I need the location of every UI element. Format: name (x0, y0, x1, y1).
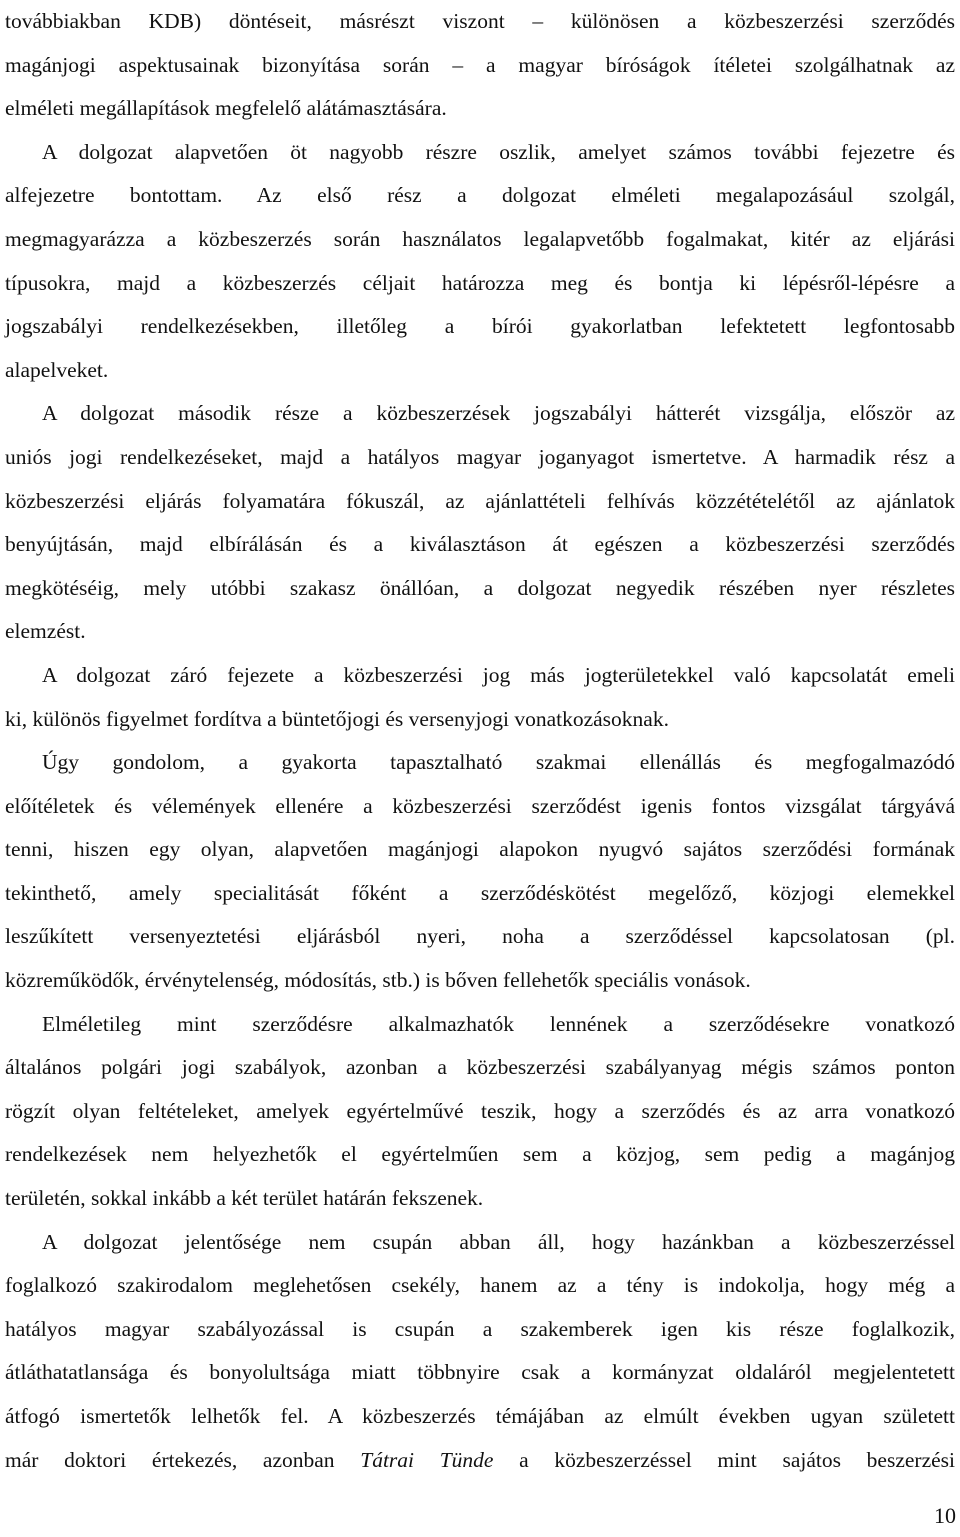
text-line: rögzít olyan feltételeket, amelyek egyértelművé teszik, hogy a szerződés és az arra vonatkozó (5, 1098, 955, 1123)
text-line: területén, sokkal inkább a két terület határán fekszenek. (5, 1186, 484, 1211)
text-line: közbeszerzési eljárás folyamatára fókuszál, az ajánlattételi felhívás közzétételétől az ajánlatok (5, 488, 955, 513)
text-line: A dolgozat záró fejezete a közbeszerzési jog más jogterületekkel való kapcsolatát emeli (42, 662, 955, 687)
text-line: közreműködők, érvénytelenség, módosítás, stb.) is bőven fellehetők speciális vonások. (5, 968, 751, 993)
document-body (5, 0, 955, 1482)
page-number: 10 (934, 1503, 956, 1528)
text-line: alfejezetre bontottam. Az első rész a dolgozat elméleti megalapozásául szolgál, (5, 183, 955, 208)
text-line: típusokra, majd a közbeszerzés céljait határozza meg és bontja ki lépésről-lépésre a (5, 270, 955, 295)
text-line: elméleti megállapítások megfelelő alátámasztására. (5, 96, 447, 121)
text-line: magánjogi aspektusainak bizonyítása során – a magyar bíróságok ítéletei szolgálhatnak az (5, 52, 955, 77)
text-line: foglalkozó szakirodalom meglehetősen csekély, hanem az a tény is indokolja, hogy még a (5, 1273, 955, 1298)
text-line: átfogó ismertetők lelhetők fel. A közbeszerzés témájában az elmúlt években ugyan született (5, 1404, 955, 1428)
text-line: ki, különös figyelmet fordítva a büntetőjogi és versenyjogi vonatkozásoknak. (5, 706, 669, 731)
text-line: hatályos magyar szabályozással is csupán a szakemberek igen kis része foglalkozik, (5, 1316, 955, 1341)
text-line: megmagyarázza a közbeszerzés során használatos legalapvetőbb fogalmakat, kitér az eljárási (5, 226, 955, 251)
text-line: alapelveket. (5, 357, 109, 382)
text-line: A dolgozat második része a közbeszerzések jogszabályi hátterét vizsgálja, először az (42, 401, 955, 426)
text-line: benyújtásán, majd elbírálásán és a kiválasztáson át egészen a közbeszerzési szerződés (5, 532, 955, 557)
text-line: leszűkített versenyeztetési eljárásból nyeri, noha a szerződéssel kapcsolatosan (pl. (5, 924, 955, 949)
text-line: Úgy gondolom, a gyakorta tapasztalható szakmai ellenállás és megfogalmazódó (42, 750, 955, 775)
text-line: jogszabályi rendelkezésekben, illetőleg a bírói gyakorlatban lefektetett legfontosabb (5, 314, 955, 339)
text-line: átláthatatlansága és bonyolultsága miatt többnyire csak a kormányzat oldaláról megjelentetett (5, 1360, 955, 1385)
text-line: A dolgozat jelentősége nem csupán abban áll, hogy hazánkban a közbeszerzéssel (42, 1229, 955, 1254)
text-line: elemzést. (5, 619, 86, 644)
paragraph-lines (5, 0, 955, 1439)
text-line: előítéletek és vélemények ellenére a közbeszerzési szerződést igenis fontos vizsgálat tárgyává (5, 793, 955, 818)
text-line: megkötéséig, mely utóbbi szakasz önállóan, a dolgozat negyedik részében nyer részletes (5, 575, 955, 600)
text-line: rendelkezések nem helyezhetők el egyértelműen sem a közjog, sem pedig a magánjog (5, 1142, 955, 1167)
text-line: tekinthető, amely specialitását főként a szerződéskötést megelőző, közjogi elemekkel (5, 880, 955, 905)
text-line: általános polgári jogi szabályok, azonban a közbeszerzési szabályanyag mégis számos ponton (5, 1055, 955, 1080)
text-line: A dolgozat alapvetően öt nagyobb részre oszlik, amelyet számos további fejezetre és (42, 139, 955, 164)
text-segment: már doktori értekezés, azonban (5, 1447, 361, 1472)
text-line: továbbiakban KDB) döntéseit, másrészt viszont – különösen a közbeszerzési szerződés (5, 9, 955, 33)
text-segment: a közbeszerzéssel mint sajátos beszerzési (493, 1447, 955, 1472)
emphasized-author-name: Tátrai Tünde (360, 1447, 494, 1472)
text-line: Elméletileg mint szerződésre alkalmazhatók lennének a szerződésekre vonatkozó (42, 1011, 955, 1036)
text-line-final (5, 1439, 955, 1483)
text-line: uniós jogi rendelkezéseket, majd a hatályos magyar joganyagot ismertetve. A harmadik rész a (5, 444, 955, 469)
text-line: tenni, hiszen egy olyan, alapvetően magánjogi alapokon nyugvó sajátos szerződési formának (5, 837, 955, 862)
